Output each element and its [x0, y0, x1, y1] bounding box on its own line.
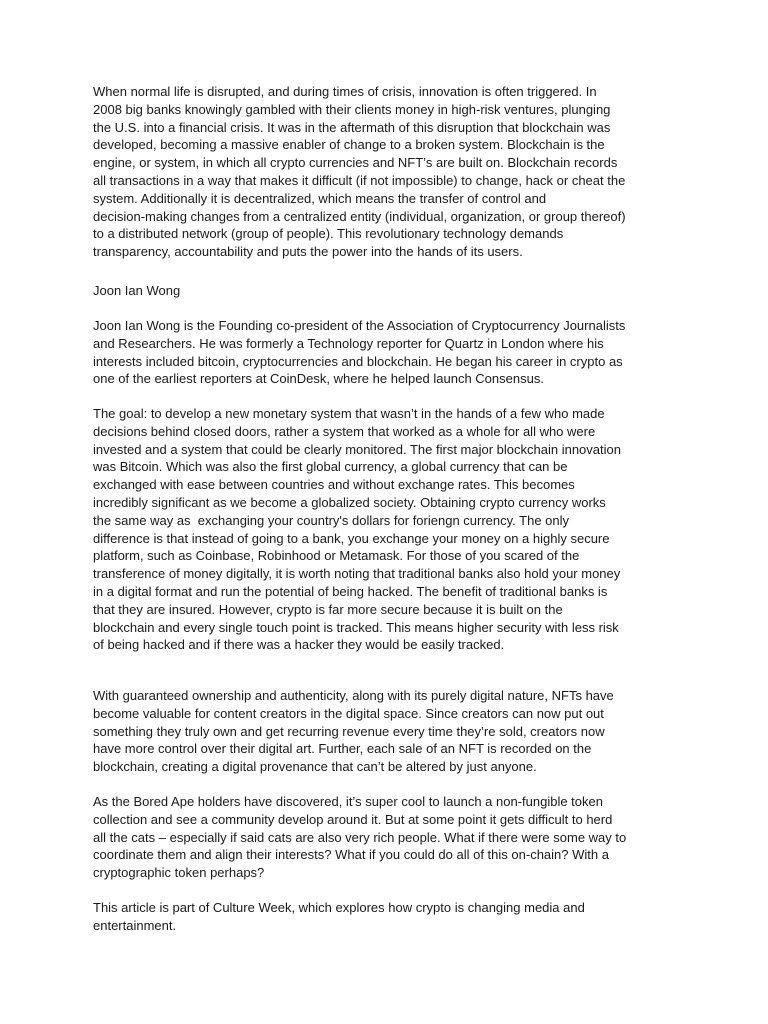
paragraph-nft-ownership	[93, 687, 683, 776]
text-line: and Researchers. He was formerly a Technology reporter for Quartz in London where his	[93, 335, 604, 351]
text-line: cryptographic token perhaps?	[93, 865, 265, 881]
author-name-heading	[93, 282, 683, 300]
text-line: transference of money digitally, it is worth noting that traditional banks also hold your money	[93, 566, 621, 582]
text-line: all the cats – especially if said cats are also very rich people. What if there were some way to	[93, 829, 627, 845]
text-line: in a digital format and run the potential of being hacked. The benefit of traditional banks is	[93, 583, 608, 599]
text-line: When normal life is disrupted, and during times of crisis, innovation is often triggered. In	[93, 84, 597, 99]
text-line: developed, becoming a massive enabler of change to a broken system. Blockchain is the	[93, 137, 605, 153]
paragraph-culture-week	[93, 899, 683, 935]
text-line: become valuable for content creators in the digital space. Since creators can now put out	[93, 705, 604, 721]
text-line: invested and a system that could be clearly monitored. The first major blockchain innovation	[93, 441, 621, 457]
text-line: Joon Ian Wong is the Founding co-president of the Association of Cryptocurrency Journalists	[93, 318, 626, 333]
text-line: engine, or system, in which all crypto currencies and NFT’s are built on. Blockchain records	[93, 155, 618, 171]
text-line: all transactions in a way that makes it difficult (if not impossible) to change, hack or cheat the	[93, 172, 626, 188]
text-line: entertainment.	[93, 917, 177, 933]
text-line: The goal: to develop a new monetary system that wasn’t in the hands of a few who made	[93, 406, 605, 421]
paragraph-crisis-innovation	[93, 83, 683, 261]
text-line: blockchain, creating a digital provenance that can’t be altered by just anyone.	[93, 759, 537, 775]
text-line: coordinate them and align their interests? What if you could do all of this on-chain? With a	[93, 847, 609, 863]
text-line: system. Additionally it is decentralized, which means the transfer of control and	[93, 190, 547, 206]
text-line: As the Bored Ape holders have discovered, it’s super cool to launch a non-fungible token	[93, 794, 603, 809]
text-line: platform, such as Coinbase, Robinhood or Metamask. For those of you scared of the	[93, 548, 580, 564]
paragraph-bored-ape	[93, 793, 683, 882]
text-line: one of the earliest reporters at CoinDesk, where he helped launch Consensus.	[93, 371, 544, 387]
paragraph-monetary-system	[93, 405, 683, 654]
text-line: Joon Ian Wong	[93, 283, 181, 298]
text-line: to a distributed network (group of people). This revolutionary technology demands	[93, 226, 564, 242]
text-line: the same way as exchanging your country's dollars for foriengn currency. The only	[93, 512, 570, 528]
text-line: was Bitcoin. Which was also the first global currency, a global currency that can be	[93, 459, 568, 475]
text-line: 2008 big banks knowingly gambled with their clients money in high-risk ventures, plunging	[93, 101, 611, 117]
text-line: transparency, accountability and puts the power into the hands of its users.	[93, 244, 523, 260]
text-line: have more control over their digital art. Further, each sale of an NFT is recorded on the	[93, 741, 592, 757]
text-line: of being hacked and if there was a hacker they would be easily tracked.	[93, 637, 505, 653]
text-line: blockchain and every single touch point is tracked. This means higher security with less risk	[93, 619, 619, 635]
text-line: decision-making changes from a centralized entity (individual, organization, or group thereof)	[93, 208, 626, 224]
text-line: decisions behind closed doors, rather a system that worked as a whole for all who were	[93, 423, 596, 439]
text-line: collection and see a community develop around it. But at some point it gets difficult to herd	[93, 811, 613, 827]
text-line: With guaranteed ownership and authenticity, along with its purely digital nature, NFTs have	[93, 688, 614, 703]
text-line: the U.S. into a financial crisis. It was in the aftermath of this disruption that blockchain was	[93, 119, 611, 135]
text-line: something they truly own and get recurring revenue every time they’re sold, creators now	[93, 723, 605, 739]
text-line: that they are insured. However, crypto is far more secure because it is built on the	[93, 601, 563, 617]
text-line: incredibly significant as we become a globalized society. Obtaining crypto currency works	[93, 494, 606, 510]
paragraph-author-bio	[93, 317, 683, 388]
text-line: interests included bitcoin, cryptocurrencies and blockchain. He began his career in crypto as	[93, 353, 623, 369]
text-line: exchanged with ease between countries and without exchange rates. This becomes	[93, 477, 575, 493]
text-line: difference is that instead of going to a bank, you exchange your money on a highly secure	[93, 530, 610, 546]
text-line: This article is part of Culture Week, which explores how crypto is changing media and	[93, 900, 585, 915]
